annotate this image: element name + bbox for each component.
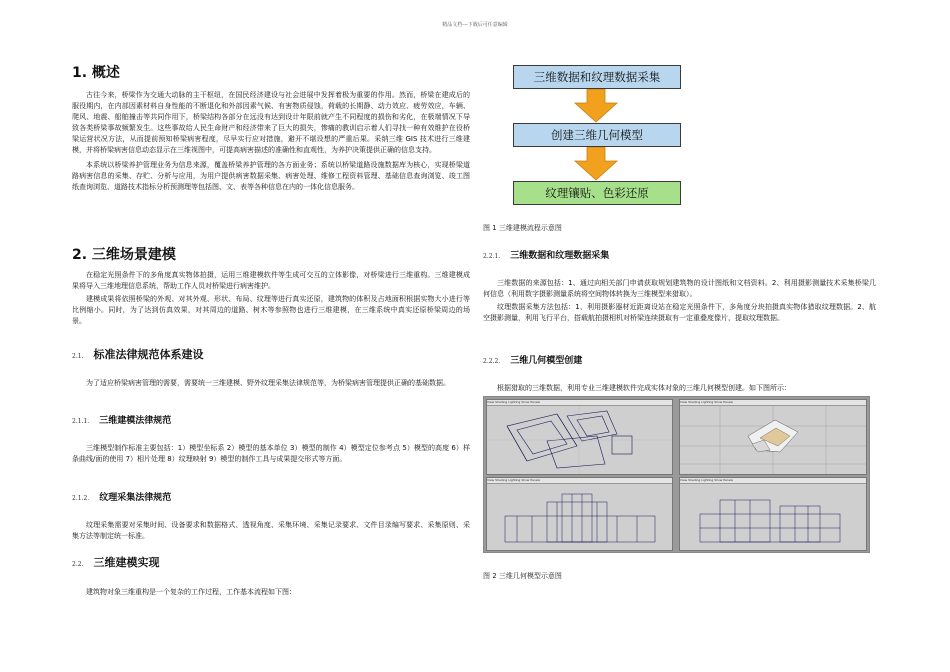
flow-step-data-collection: 三维数据和纹理数据采集 <box>513 65 681 89</box>
section-2-2-2-paragraph: 根据猎取的三维数据，利用专业三维建模软件完成实体对象的三维几何模型创建。如下图所示： <box>497 384 791 392</box>
viewport-perspective <box>679 399 867 475</box>
section-2-2-2-heading <box>483 353 876 366</box>
section-2-1-2-paragraph: 纹理采集需要对采集时间、设备要求和数据格式、透视角度、采集环境、采集记录要求、文件目录编写要求、采集原则、采集方法等制定统一标准。 <box>72 521 470 540</box>
modeling-body <box>72 270 470 327</box>
section-number: 2.2.2. <box>483 358 501 365</box>
flow-step-geometry: 创建三维几何模型 <box>513 123 681 147</box>
section-2-1-2-heading <box>72 490 470 503</box>
section-title: 三维数据和纹理数据采集 <box>510 251 610 261</box>
viewport-menu: View Shading Lighting Show Panels <box>487 478 672 484</box>
figure-1-caption: 图 1 三维建模流程示意图 <box>483 224 562 232</box>
section-2-1-1-heading <box>72 413 470 426</box>
viewport-menu: View Shading Lighting Show Panels <box>680 400 866 406</box>
section-title: 三维几何模型创建 <box>510 356 583 366</box>
flow-arrow-2-icon <box>573 147 619 181</box>
overview-body <box>72 90 470 193</box>
modeling-flowchart <box>513 65 681 207</box>
heading-3d-modeling: 2. 三维场景建模 <box>72 247 176 263</box>
modeling-paragraph-1: 在稳定光照条件下的多角度真实物体拍摄，运用三维建模软件等生成可交互的立体影像，对桥梁进行三维重构。三维建模成果将导入三维地理信息系统，帮助工作人员对桥梁进行病害维护。 <box>72 271 470 290</box>
section-2-2-1-paragraph-2: 纹理数据采集方法包括：1、利用摄影器材近距离设站在稳定光照条件下，多角度分块拍摄真实物体猎取纹理数据。2、航空摄影测量，利用飞行平台，搭载航拍摄相机对桥梁连续摄取有一定重叠度像片，提取纹理数据。 <box>483 303 876 322</box>
overview-paragraph-1: 古往今来，桥梁作为交通大动脉的主干枢纽，在国民经济建设与社会进展中发挥着极为重要的作用。然而，桥梁在建成后的服役期内，在内部因素材料自身性能的不断退化和外部因素气候、有害物质侵蚀，荷载的长期静、动力效应、疲劳效应，车辆、爬风、地震、船舶撞击等共同作用下，桥梁结构各部分在远没有达到设计年限前就产生不同程度的损伤和劣化，在极端情况下导致各类桥梁事故频繁发生。这些事故给人民生命财产和经济带来了巨大的损失，惨痛的教训启示着人们寻找一种有效维护在役桥梁运营状况方法，从而提前预知桥梁病害程度，尽早实行应对措施，避开不堪设想的严重后果。采纳三维 GIS 技术进行三维建模，并将桥梁病害信息动态显示在三维视图中，可提高病害描述的准确性和直观性，为养护决策提供正确的信息支持。 <box>72 91 470 154</box>
section-number: 2.1.2. <box>72 495 90 502</box>
section-2-2-body <box>72 587 470 598</box>
section-number: 2.2. <box>72 561 84 568</box>
section-2-2-2-body <box>483 383 876 394</box>
section-title: 标准法律规范体系建设 <box>93 348 204 361</box>
section-2-1-paragraph: 为了适应桥梁病害管理的需要，需要统一三维建模、野外纹理采集法律规范等，为桥梁病害管理提供正确的基础数据。 <box>86 379 450 387</box>
figure-2-caption: 图 2 三维几何模型示意图 <box>483 572 562 580</box>
section-title: 三维建模实现 <box>93 556 160 569</box>
section-2-1-1-paragraph: 三维模型制作标准主要包括：1）模型坐标系 2）模型的基本单位 3）模型的制作 4）模型定位参考点 5）模型的高度 6）样条曲线/面的使用 7）相片处理 8）纹理映射 9）模型的制作工具与成果提交形式等方面。 <box>72 444 470 463</box>
flow-step-texture: 纹理镶贴、色彩还原 <box>513 181 681 205</box>
header-note: 精品文档---下载后可任意编辑 <box>442 22 508 28</box>
section-number: 2.2.1. <box>483 253 501 260</box>
section-number: 2.1.1. <box>72 418 90 425</box>
overview-paragraph-2: 本系统以桥梁养护管理业务为信息来源，覆盖桥梁养护管理的各方面业务；系统以桥梁道路设施数据库为核心，实现桥梁道路病害信息的采集、存贮、分析与应用，为用户提供病害数据采集、病害处理、维修工程资料管理、基础信息查询浏览、竣工图纸查询浏览、道路技术指标分析预测理等包括图、文、表等各种信息在内的一体化信息服务。 <box>72 161 470 191</box>
section-number: 2.1. <box>72 353 84 360</box>
flow-arrow-1-icon <box>573 89 619 123</box>
wireframe-side-icon <box>680 484 866 550</box>
section-title: 纹理采集法律规范 <box>99 493 172 503</box>
heading-overview: 1. 概述 <box>72 65 120 81</box>
viewport-menu: View Shading Lighting Show Panels <box>487 400 672 406</box>
section-2-2-heading <box>72 554 470 570</box>
wireframe-front-icon <box>487 484 672 550</box>
section-title: 三维建模法律规范 <box>99 416 172 426</box>
section-2-2-1-paragraph-1: 三维数据的来源包括：1、通过向相关部门申请获取规划建筑物的设计图纸和文档资料。2、利用摄影测量技术采集桥梁几何信息（利用数字摄影测量系统将空间物体转换为三维模型来猎取）。 <box>483 279 876 298</box>
section-2-2-1-body <box>483 278 876 324</box>
shaded-model-icon <box>680 406 866 474</box>
modeling-paragraph-2: 建模成果将依照桥梁的外观、对其外观、形状、布局、纹理等进行真实还原，建筑物的体积及占地面积根据实物大小进行等比例缩小。同时，为了达到仿真效果，对其周边的道路、树木等参照物也进行三维建模，在三维系统中真实还原桥梁周边的场景。 <box>72 295 470 325</box>
wireframe-top-icon <box>487 406 672 474</box>
section-2-1-2-body <box>72 520 470 542</box>
section-2-1-heading <box>72 346 470 362</box>
section-2-2-paragraph: 建筑物对象三维重构是一个复杂的工作过程，工作基本流程如下图： <box>86 588 296 596</box>
viewport-side <box>679 477 867 551</box>
viewport-menu: View Shading Lighting Show Panels <box>680 478 866 484</box>
section-2-1-1-body <box>72 443 470 465</box>
model-viewports-figure <box>483 396 870 553</box>
viewport-front <box>486 477 673 551</box>
section-2-2-1-heading <box>483 248 876 261</box>
section-2-1-body <box>72 378 470 389</box>
viewport-top <box>486 399 673 475</box>
